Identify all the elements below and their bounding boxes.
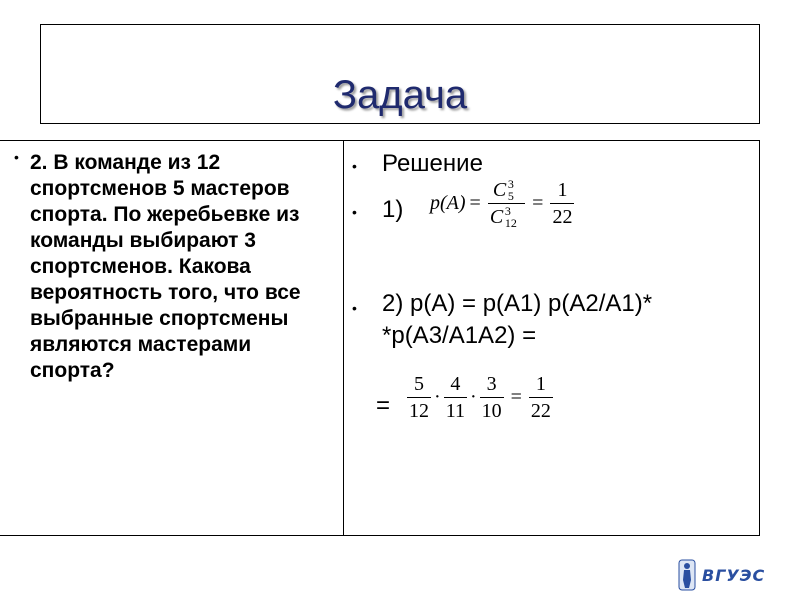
dot-2: · [469,386,477,408]
fraction-3-10: $\frac{3}{10}$ [481,373,502,422]
fraction-1-22: $\frac{1}{22}$ [530,373,551,422]
step1-eq2: = [532,192,544,214]
solution-heading: Решение [382,150,483,177]
step2-label: 2) p(A) = p(A1) p(A2/A1)* [382,290,653,317]
solution-bullet-2: • [352,204,357,220]
step1-lhs: p(A) [430,192,466,214]
step3-formula [372,372,556,423]
solution-bullet-3: • [352,300,357,316]
fraction-5-12: $\frac{5}{12}$ [409,373,430,422]
step1-result-fraction: $\frac{1}{22}$ [552,179,573,228]
table-divider [343,140,344,536]
step3-eq: = [376,391,391,419]
step2-continuation: *p(A3/A1A2) = [382,322,537,349]
comb-denominator: C 3 12 [489,204,517,230]
step1-formula [430,178,577,229]
statue-icon [676,558,698,592]
solution-bullet-1: • [352,158,357,174]
slide-title: Задача [332,73,468,117]
logo-text: ВГУЭС [702,565,766,585]
dot-1: · [434,386,441,408]
comb-numerator: C 3 5 [492,177,514,203]
problem-bullet: • [14,149,19,165]
step1-eq: = [469,192,481,214]
problem-cell [14,150,334,384]
university-logo [676,558,765,592]
step1-label: 1) [382,196,404,223]
title-box [40,24,760,124]
step1-combination-fraction [488,178,525,229]
fraction-4-11: $\frac{4}{11}$ [445,373,465,422]
problem-text: 2. В команде из 12 спортсменов 5 мастеров спорта. По жеребьевке из команды выбирают 3 спортсменов. Какова вероятность того, что все выбранные спортсмены являются мастерами спорта? [30,151,301,382]
step3-eq2: = [510,386,522,408]
